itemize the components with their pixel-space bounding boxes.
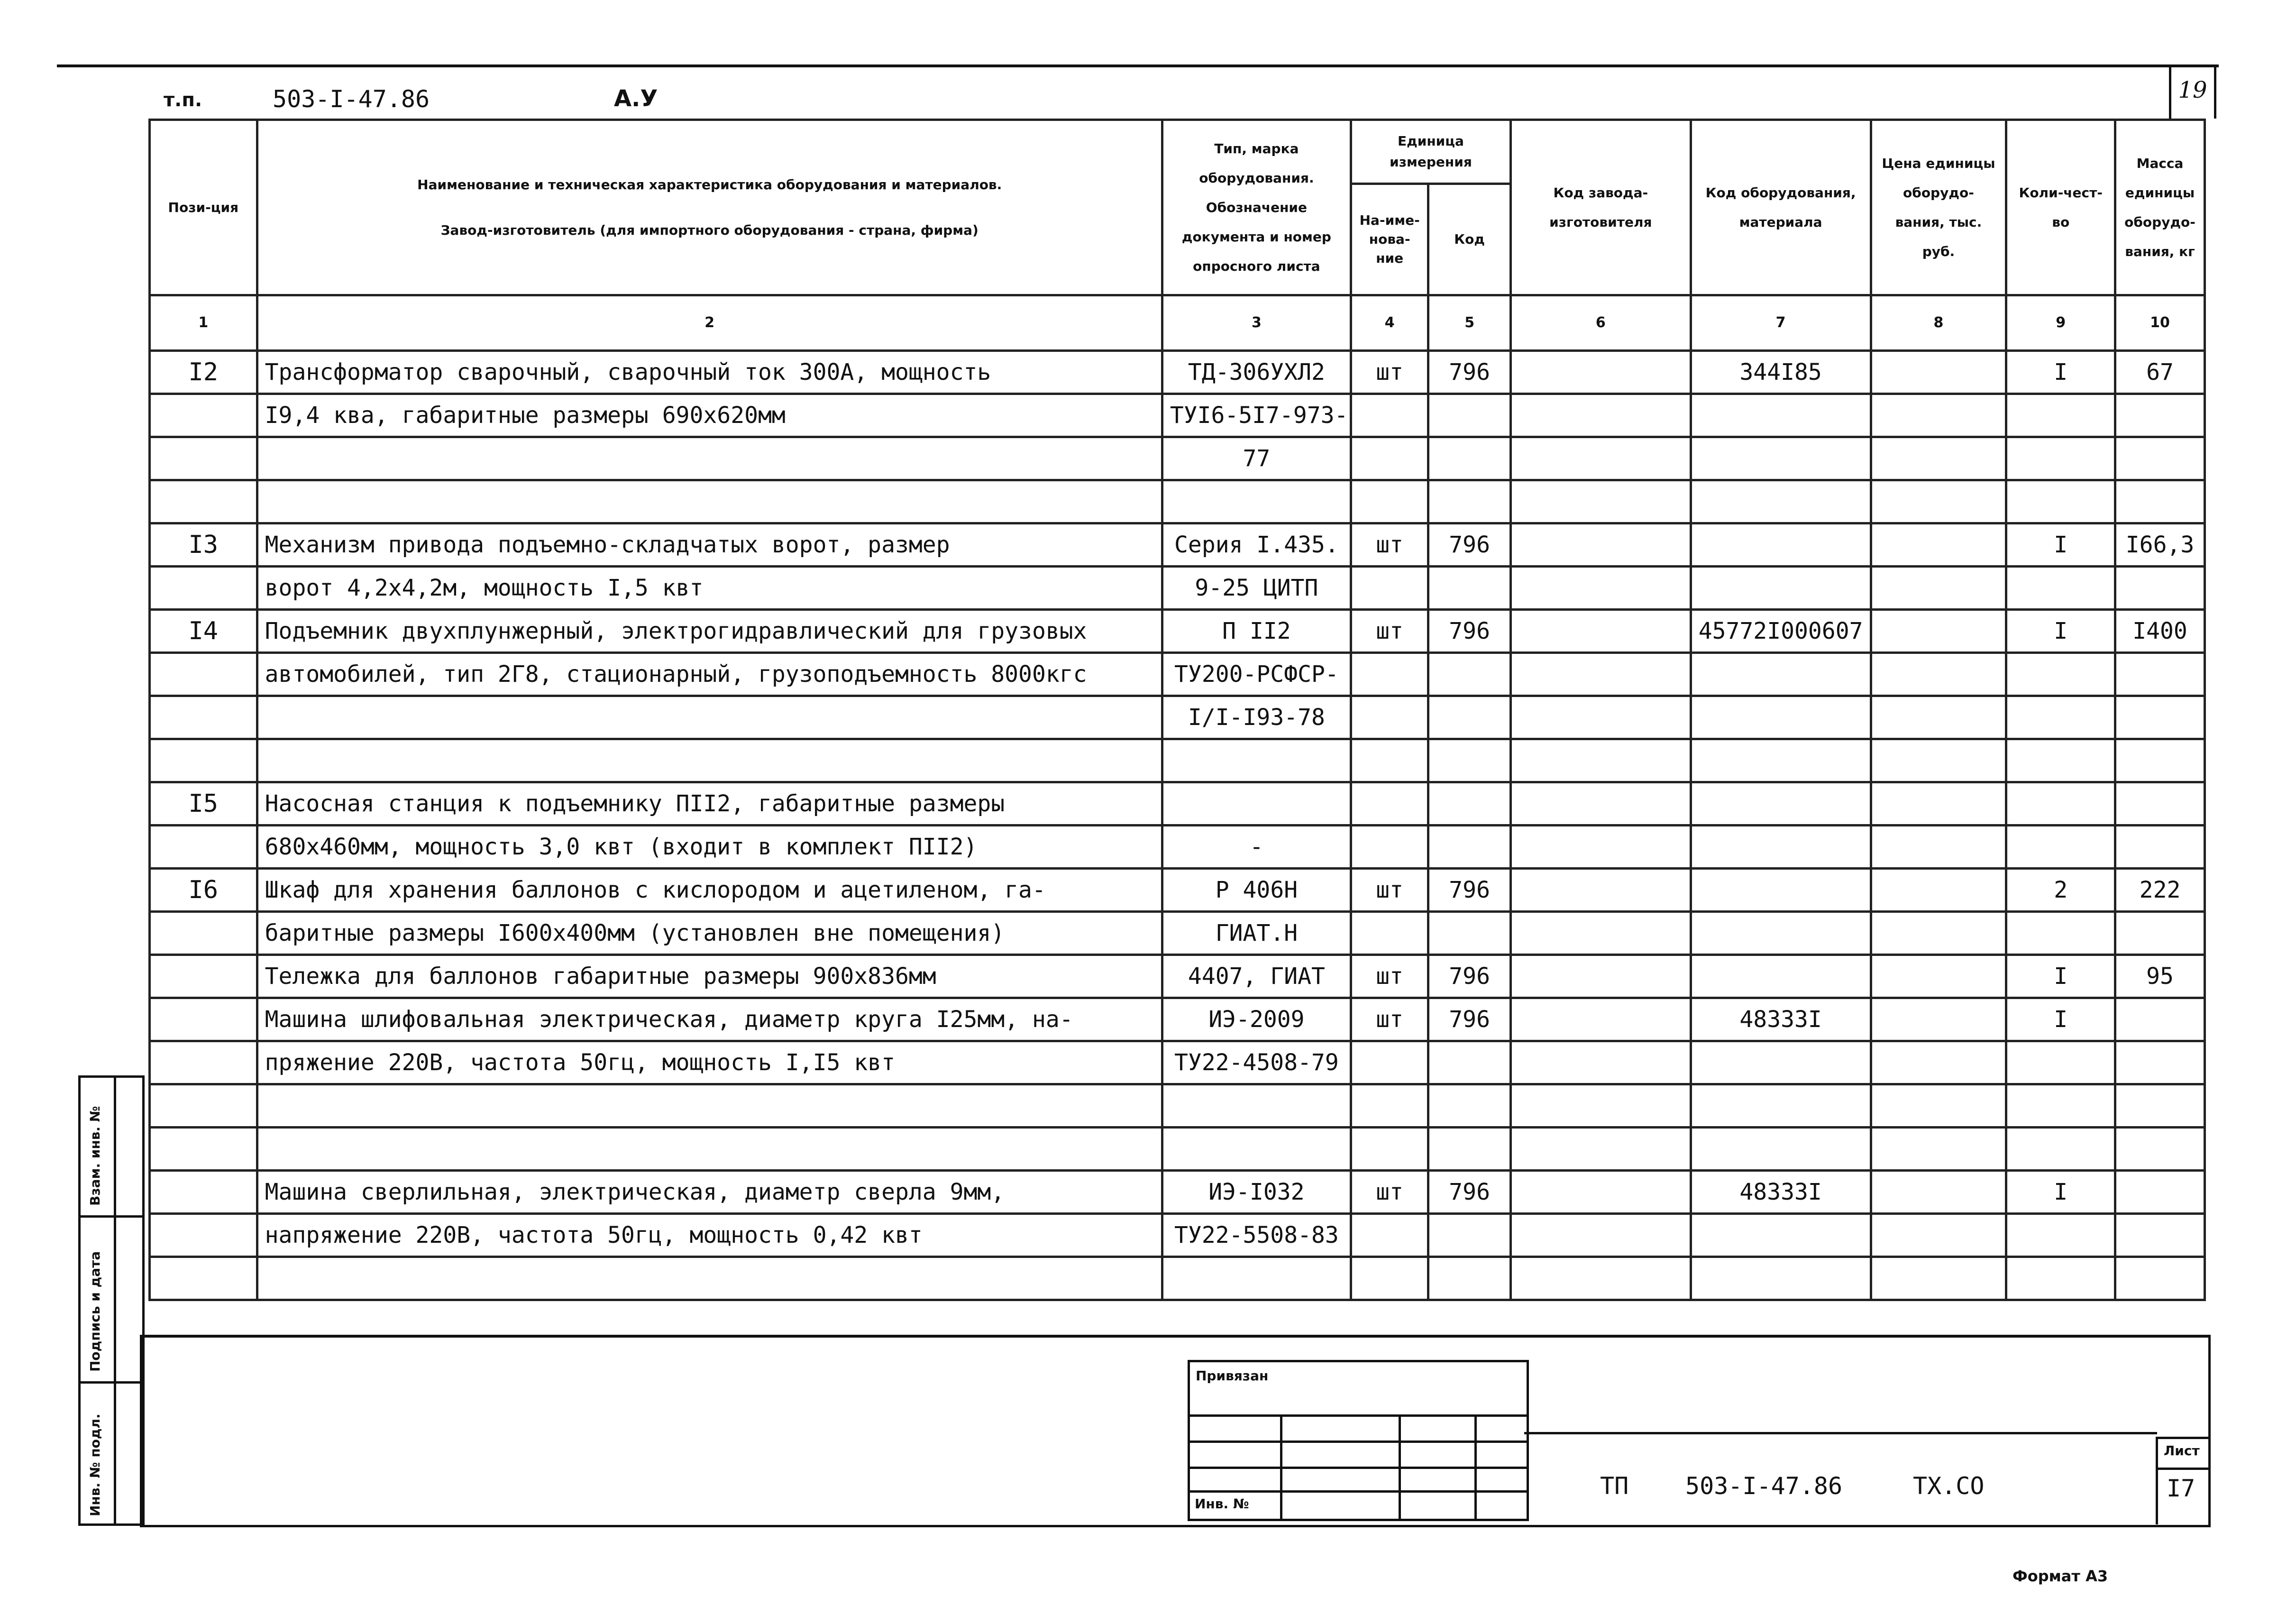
cell-price [1871, 437, 2006, 480]
cell-quantity: I [2006, 998, 2115, 1041]
cell-mass: I400 [2115, 610, 2205, 653]
cell-equipment-code [1691, 869, 1871, 912]
cell-quantity [2006, 1214, 2115, 1257]
cell-plant-code [1510, 782, 1691, 826]
cell-price [1871, 653, 2006, 696]
cell-unit-code [1428, 1257, 1511, 1300]
cell-name: напряжение 220В, частота 50гц, мощность 0,42 квт [257, 1214, 1162, 1257]
inv-number-label: Инв. № [1195, 1496, 1249, 1512]
cell-position [150, 480, 257, 523]
cell-position [150, 912, 257, 955]
cell-unit-name: шт [1351, 1171, 1428, 1214]
cell-unit-code: 796 [1428, 1171, 1511, 1214]
cell-name: Машина сверлильная, электрическая, диаметр сверла 9мм, [257, 1171, 1162, 1214]
cell-name: Машина шлифовальная электрическая, диаметр круга I25мм, на- [257, 998, 1162, 1041]
cell-mass [2115, 696, 2205, 739]
cell-unit-name [1351, 826, 1428, 869]
cell-name: Тележка для баллонов габаритные размеры 900х836мм [257, 955, 1162, 998]
cell-unit-code [1428, 912, 1511, 955]
cell-type [1162, 782, 1351, 826]
table-row [150, 782, 2205, 826]
cell-unit-name [1351, 739, 1428, 782]
sheet-number: I7 [2167, 1475, 2195, 1502]
cell-equipment-code [1691, 437, 1871, 480]
cell-price [1871, 739, 2006, 782]
table-row [150, 567, 2205, 610]
footer-tp: ТП [1600, 1472, 1629, 1500]
cell-position: I4 [150, 610, 257, 653]
cell-equipment-code [1691, 826, 1871, 869]
cell-plant-code [1510, 955, 1691, 998]
cell-unit-name [1351, 1041, 1428, 1084]
cell-plant-code [1510, 869, 1691, 912]
col-header-position: Пози-ция [150, 120, 257, 295]
cell-unit-name [1351, 653, 1428, 696]
cell-unit-code [1428, 1041, 1511, 1084]
cell-name [257, 696, 1162, 739]
cell-equipment-code: 344I85 [1691, 351, 1871, 394]
cell-mass: 67 [2115, 351, 2205, 394]
cell-type: ТУ22-4508-79 [1162, 1041, 1351, 1084]
cell-type: 9-25 ЦИТП [1162, 567, 1351, 610]
cell-unit-name: шт [1351, 610, 1428, 653]
cell-equipment-code [1691, 782, 1871, 826]
table-row [150, 1041, 2205, 1084]
cell-unit-name: шт [1351, 955, 1428, 998]
cell-equipment-code [1691, 1214, 1871, 1257]
cell-mass [2115, 739, 2205, 782]
cell-unit-name [1351, 696, 1428, 739]
section-label: А.У [614, 85, 658, 112]
cell-equipment-code [1691, 653, 1871, 696]
cell-price [1871, 1128, 2006, 1171]
col-header-name [257, 120, 1162, 295]
cell-type: 77 [1162, 437, 1351, 480]
col-number: 4 [1351, 295, 1428, 351]
cell-name: баритные размеры I600х400мм (установлен вне помещения) [257, 912, 1162, 955]
cell-equipment-code [1691, 480, 1871, 523]
cell-price [1871, 1041, 2006, 1084]
cell-unit-name [1351, 480, 1428, 523]
table-row [150, 437, 2205, 480]
cell-name: автомобилей, тип 2Г8, стационарный, грузоподъемность 8000кгс [257, 653, 1162, 696]
cell-price [1871, 523, 2006, 567]
table-row [150, 826, 2205, 869]
cell-plant-code [1510, 826, 1691, 869]
cell-plant-code [1510, 696, 1691, 739]
cell-mass [2115, 1084, 2205, 1128]
col-header-name-line1: Наименование и техническая характеристика оборудования и материалов. [417, 176, 1002, 193]
cell-type [1162, 739, 1351, 782]
col-number: 6 [1510, 295, 1691, 351]
cell-price [1871, 955, 2006, 998]
cell-equipment-code [1691, 1041, 1871, 1084]
cell-name: ворот 4,2х4,2м, мощность I,5 квт [257, 567, 1162, 610]
cell-price [1871, 394, 2006, 437]
table-row [150, 1171, 2205, 1214]
specification-table [148, 119, 2206, 1301]
cell-unit-name [1351, 567, 1428, 610]
cell-position [150, 1214, 257, 1257]
cell-mass [2115, 1171, 2205, 1214]
cell-unit-name: шт [1351, 523, 1428, 567]
table-row [150, 480, 2205, 523]
cell-unit-name [1351, 912, 1428, 955]
cell-unit-name [1351, 1257, 1428, 1300]
cell-type: ТУ22-5508-83 [1162, 1214, 1351, 1257]
table-row [150, 955, 2205, 998]
cell-plant-code [1510, 1084, 1691, 1128]
cell-equipment-code: 45772I000607 [1691, 610, 1871, 653]
cell-type [1162, 480, 1351, 523]
cell-type: Серия I.435. [1162, 523, 1351, 567]
cell-plant-code [1510, 480, 1691, 523]
cell-position: I5 [150, 782, 257, 826]
cell-unit-code [1428, 653, 1511, 696]
cell-type: ИЭ-2009 [1162, 998, 1351, 1041]
cell-quantity [2006, 1084, 2115, 1128]
cell-mass [2115, 567, 2205, 610]
cell-equipment-code: 48333I [1691, 998, 1871, 1041]
cell-plant-code [1510, 998, 1691, 1041]
cell-unit-code: 796 [1428, 955, 1511, 998]
cell-name: I9,4 ква, габаритные размеры 690х620мм [257, 394, 1162, 437]
privyazan-divider [1280, 1414, 1282, 1519]
col-header-unit: Единица измерения [1351, 120, 1511, 184]
cell-mass [2115, 912, 2205, 955]
col-header-price: Цена единицы оборудо-вания, тыс. руб. [1871, 120, 2006, 295]
cell-unit-code [1428, 739, 1511, 782]
cell-plant-code [1510, 523, 1691, 567]
cell-quantity: I [2006, 1171, 2115, 1214]
table-row [150, 1257, 2205, 1300]
cell-price [1871, 998, 2006, 1041]
cell-position: I2 [150, 351, 257, 394]
cell-price [1871, 567, 2006, 610]
cell-quantity [2006, 437, 2115, 480]
cell-quantity [2006, 1257, 2115, 1300]
cell-quantity: I [2006, 610, 2115, 653]
table-row [150, 394, 2205, 437]
cell-quantity: I [2006, 351, 2115, 394]
cell-quantity [2006, 739, 2115, 782]
cell-price [1871, 696, 2006, 739]
cell-quantity [2006, 826, 2115, 869]
cell-type: ИЭ-I032 [1162, 1171, 1351, 1214]
cell-type: I/I-I93-78 [1162, 696, 1351, 739]
cell-equipment-code [1691, 739, 1871, 782]
cell-price [1871, 869, 2006, 912]
project-code: 503-I-47.86 [273, 85, 430, 113]
cell-equipment-code: 48333I [1691, 1171, 1871, 1214]
table-row [150, 1128, 2205, 1171]
cell-mass [2115, 998, 2205, 1041]
cell-unit-name: шт [1351, 998, 1428, 1041]
column-number-row [150, 295, 2205, 351]
privyazan-label: Привязан [1196, 1368, 1269, 1384]
cell-position [150, 696, 257, 739]
table-row [150, 610, 2205, 653]
col-number: 5 [1428, 295, 1511, 351]
table-row [150, 739, 2205, 782]
tp-label: т.п. [164, 89, 202, 111]
handwritten-sheet-number: 19 [2169, 66, 2216, 119]
cell-position [150, 1084, 257, 1128]
title-block-rule [1524, 1432, 2157, 1434]
cell-unit-name [1351, 1214, 1428, 1257]
col-header-plant-code: Код завода-изготовителя [1510, 120, 1691, 295]
cell-plant-code [1510, 1257, 1691, 1300]
cell-name: пряжение 220В, частота 50гц, мощность I,I5 квт [257, 1041, 1162, 1084]
sheet-box [2156, 1437, 2210, 1524]
cell-type: - [1162, 826, 1351, 869]
cell-mass [2115, 437, 2205, 480]
cell-equipment-code [1691, 1257, 1871, 1300]
cell-unit-code [1428, 567, 1511, 610]
cell-position [150, 1041, 257, 1084]
cell-name [257, 437, 1162, 480]
cell-quantity: I [2006, 955, 2115, 998]
cell-equipment-code [1691, 523, 1871, 567]
cell-unit-code: 796 [1428, 523, 1511, 567]
cell-position [150, 955, 257, 998]
privyazan-divider [1399, 1414, 1401, 1519]
cell-name: Механизм привода подъемно-складчатых ворот, размер [257, 523, 1162, 567]
cell-type [1162, 1257, 1351, 1300]
cell-name: Насосная станция к подъемнику ПII2, габаритные размеры [257, 782, 1162, 826]
cell-position [150, 739, 257, 782]
cell-position [150, 826, 257, 869]
cell-mass: 222 [2115, 869, 2205, 912]
cell-mass [2115, 1128, 2205, 1171]
table-row [150, 696, 2205, 739]
format-label: Формат А3 [2012, 1567, 2108, 1585]
cell-type [1162, 1128, 1351, 1171]
cell-name [257, 1084, 1162, 1128]
cell-price [1871, 351, 2006, 394]
cell-type: ТУ200-РСФСР- [1162, 653, 1351, 696]
bottom-frame [140, 1335, 2211, 1527]
cell-equipment-code [1691, 955, 1871, 998]
cell-position: I3 [150, 523, 257, 567]
cell-plant-code [1510, 1128, 1691, 1171]
cell-quantity [2006, 653, 2115, 696]
cell-quantity [2006, 480, 2115, 523]
cell-price [1871, 1214, 2006, 1257]
cell-unit-code [1428, 826, 1511, 869]
cell-plant-code [1510, 437, 1691, 480]
stamp-inv-orig-text: Инв. № подл. [87, 1413, 103, 1516]
cell-unit-code [1428, 696, 1511, 739]
cell-position [150, 653, 257, 696]
cell-quantity [2006, 912, 2115, 955]
cell-plant-code [1510, 1171, 1691, 1214]
cell-mass [2115, 782, 2205, 826]
col-header-equipment-code: Код оборудования, материала [1691, 120, 1871, 295]
cell-unit-code [1428, 480, 1511, 523]
cell-quantity [2006, 567, 2115, 610]
cell-price [1871, 1171, 2006, 1214]
cell-unit-name [1351, 782, 1428, 826]
cell-plant-code [1510, 610, 1691, 653]
specification-body [150, 351, 2205, 1300]
cell-quantity [2006, 1041, 2115, 1084]
cell-name [257, 1128, 1162, 1171]
privyazan-divider [1474, 1414, 1477, 1519]
col-header-unit-code: Код [1428, 184, 1511, 295]
privyazan-block [1188, 1360, 1529, 1521]
cell-price [1871, 1257, 2006, 1300]
top-border-line [57, 64, 2219, 67]
cell-name: Шкаф для хранения баллонов с кислородом и ацетиленом, га- [257, 869, 1162, 912]
cell-type: 4407, ГИАТ [1162, 955, 1351, 998]
cell-equipment-code [1691, 912, 1871, 955]
cell-mass [2115, 826, 2205, 869]
stamp-inv-dup-text: Взам. инв. № [87, 1106, 103, 1206]
cell-quantity [2006, 696, 2115, 739]
cell-position [150, 1257, 257, 1300]
col-header-quantity: Коли-чест-во [2006, 120, 2115, 295]
table-row [150, 351, 2205, 394]
col-number: 2 [257, 295, 1162, 351]
cell-name [257, 1257, 1162, 1300]
cell-quantity [2006, 394, 2115, 437]
table-row [150, 998, 2205, 1041]
stamp-cell-sign-date [81, 1218, 142, 1384]
sheet-label: Лист [2164, 1443, 2200, 1459]
cell-type: ТД-306УХЛ2 [1162, 351, 1351, 394]
table-row [150, 523, 2205, 567]
col-number: 10 [2115, 295, 2205, 351]
cell-mass [2115, 1257, 2205, 1300]
cell-unit-code: 796 [1428, 351, 1511, 394]
cell-position: I6 [150, 869, 257, 912]
cell-mass [2115, 1041, 2205, 1084]
cell-unit-name [1351, 394, 1428, 437]
cell-price [1871, 610, 2006, 653]
cell-plant-code [1510, 394, 1691, 437]
cell-quantity: 2 [2006, 869, 2115, 912]
cell-mass: 95 [2115, 955, 2205, 998]
table-row [150, 1214, 2205, 1257]
cell-position [150, 394, 257, 437]
col-number: 3 [1162, 295, 1351, 351]
cell-name: Трансформатор сварочный, сварочный ток 300А, мощность [257, 351, 1162, 394]
cell-equipment-code [1691, 1128, 1871, 1171]
col-number: 1 [150, 295, 257, 351]
cell-equipment-code [1691, 567, 1871, 610]
cell-name [257, 480, 1162, 523]
cell-unit-name [1351, 1128, 1428, 1171]
cell-plant-code [1510, 739, 1691, 782]
cell-unit-code [1428, 1084, 1511, 1128]
cell-equipment-code [1691, 696, 1871, 739]
col-header-name-line2: Завод-изготовитель (для импортного оборудования - страна, фирма) [440, 222, 979, 238]
cell-mass [2115, 480, 2205, 523]
left-approval-stamp [78, 1075, 145, 1526]
cell-equipment-code [1691, 394, 1871, 437]
cell-plant-code [1510, 1214, 1691, 1257]
cell-unit-code [1428, 437, 1511, 480]
cell-mass [2115, 394, 2205, 437]
cell-position [150, 437, 257, 480]
cell-unit-code: 796 [1428, 998, 1511, 1041]
cell-price [1871, 480, 2006, 523]
cell-unit-code: 796 [1428, 869, 1511, 912]
cell-unit-name [1351, 1084, 1428, 1128]
stamp-cell-inv-orig [81, 1384, 142, 1521]
cell-type: П II2 [1162, 610, 1351, 653]
col-number: 7 [1691, 295, 1871, 351]
cell-price [1871, 826, 2006, 869]
table-row [150, 912, 2205, 955]
cell-name [257, 739, 1162, 782]
sheet-box-rule [2158, 1468, 2210, 1470]
cell-unit-name: шт [1351, 869, 1428, 912]
cell-type: Р 406Н [1162, 869, 1351, 912]
cell-plant-code [1510, 351, 1691, 394]
cell-unit-code [1428, 1128, 1511, 1171]
cell-mass [2115, 653, 2205, 696]
footer-code: 503-I-47.86 [1685, 1472, 1843, 1500]
table-row [150, 653, 2205, 696]
cell-unit-name [1351, 437, 1428, 480]
cell-plant-code [1510, 567, 1691, 610]
stamp-cell-inv-dup [81, 1078, 142, 1218]
col-number: 8 [1871, 295, 2006, 351]
cell-name: 680х460мм, мощность 3,0 квт (входит в комплект ПII2) [257, 826, 1162, 869]
cell-unit-name: шт [1351, 351, 1428, 394]
cell-position [150, 1171, 257, 1214]
cell-plant-code [1510, 653, 1691, 696]
table-row [150, 869, 2205, 912]
cell-position [150, 567, 257, 610]
cell-unit-code [1428, 782, 1511, 826]
cell-type [1162, 1084, 1351, 1128]
stamp-sign-date-text: Подпись и дата [87, 1251, 103, 1372]
cell-unit-code [1428, 1214, 1511, 1257]
cell-quantity [2006, 1128, 2115, 1171]
cell-name: Подъемник двухплунжерный, электрогидравлический для грузовых [257, 610, 1162, 653]
cell-mass: I66,3 [2115, 523, 2205, 567]
cell-quantity: I [2006, 523, 2115, 567]
col-header-type: Тип, марка оборудования. Обозначение документа и номер опросного листа [1162, 120, 1351, 295]
cell-price [1871, 782, 2006, 826]
cell-price [1871, 912, 2006, 955]
col-number: 9 [2006, 295, 2115, 351]
cell-position [150, 1128, 257, 1171]
cell-plant-code [1510, 912, 1691, 955]
col-header-mass: Масса единицы оборудо-вания, кг [2115, 120, 2205, 295]
cell-type: ТУI6-5I7-973- [1162, 394, 1351, 437]
col-header-unit-name: На-име-нова-ние [1351, 184, 1428, 295]
footer-doc: ТХ.СО [1913, 1472, 1985, 1500]
cell-mass [2115, 1214, 2205, 1257]
cell-position [150, 998, 257, 1041]
table-row [150, 1084, 2205, 1128]
cell-type: ГИАТ.Н [1162, 912, 1351, 955]
cell-equipment-code [1691, 1084, 1871, 1128]
cell-quantity [2006, 782, 2115, 826]
cell-price [1871, 1084, 2006, 1128]
cell-plant-code [1510, 1041, 1691, 1084]
cell-unit-code: 796 [1428, 610, 1511, 653]
cell-unit-code [1428, 394, 1511, 437]
